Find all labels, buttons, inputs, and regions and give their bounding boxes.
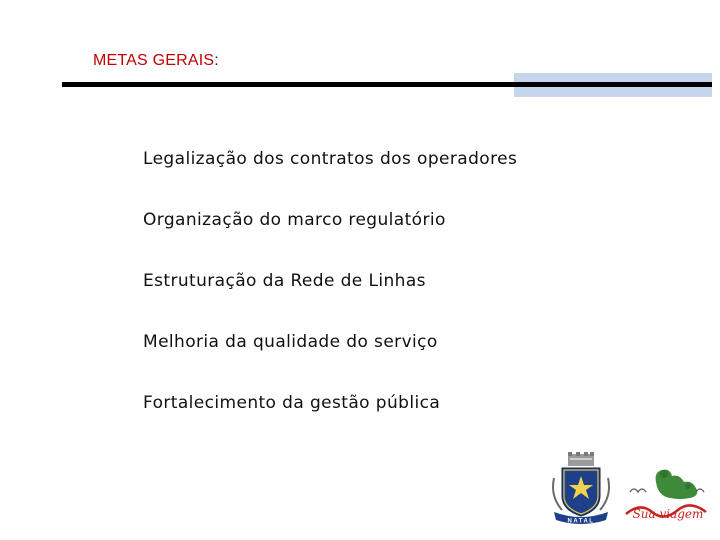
goal-item: Legalização dos contratos dos operadores bbox=[143, 149, 518, 169]
natal-seal-label: NATAL bbox=[567, 518, 595, 525]
slide-title-colon: : bbox=[214, 52, 219, 69]
goal-item: Melhoria da qualidade do serviço bbox=[143, 332, 438, 352]
goal-item: Organização do marco regulatório bbox=[143, 210, 446, 230]
goal-item: Estruturação da Rede de Linhas bbox=[143, 271, 426, 291]
transport-logo-wordmark: Sua viagem bbox=[632, 507, 704, 521]
slide-title-text: METAS GERAIS bbox=[93, 52, 215, 69]
slide-title bbox=[93, 52, 219, 70]
goal-item: Fortalecimento da gestão pública bbox=[143, 393, 441, 413]
goals-list bbox=[143, 145, 517, 450]
footer-logos bbox=[540, 452, 712, 528]
natal-coat-of-arms-icon bbox=[553, 452, 609, 524]
title-underline-bar bbox=[62, 82, 712, 87]
